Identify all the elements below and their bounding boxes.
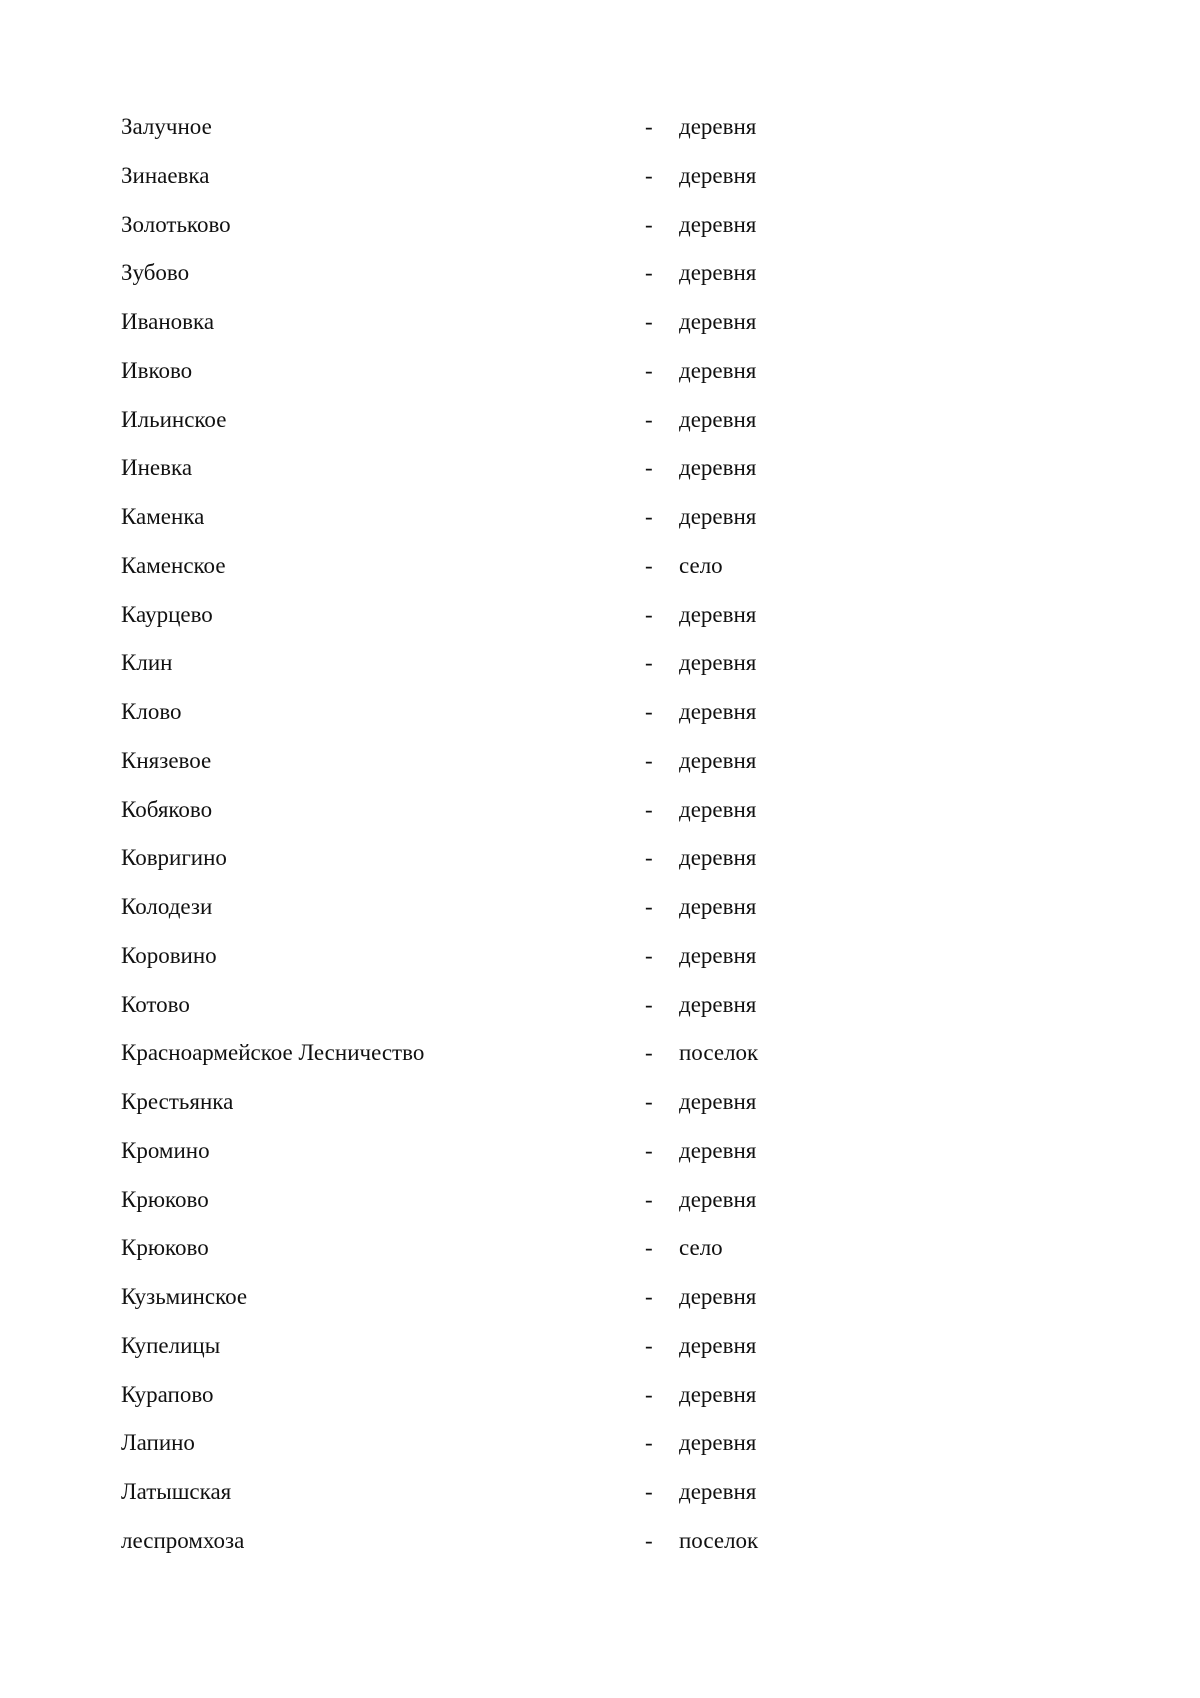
settlement-name: Латышская [121,1479,232,1504]
list-item [121,834,1021,883]
list-item [121,152,1021,201]
list-item [121,298,1021,347]
list-item [121,493,1021,542]
separator-dash: - [645,309,653,334]
separator-dash: - [645,601,653,627]
list-item [121,1322,1021,1371]
separator-dash: - [645,455,653,481]
separator-dash: - [645,357,653,383]
list-item [121,1273,1021,1322]
list-item [121,1468,1021,1517]
list-item [121,786,1021,835]
list-item [121,1224,1021,1273]
settlement-name: Ивановка [121,309,215,334]
settlement-type: деревня [679,1479,757,1504]
list-item [121,883,1021,932]
settlement-type: деревня [679,357,757,383]
separator-dash: - [645,699,653,724]
settlement-name: Ильинское [121,406,227,432]
settlement-name: Крюково [121,1186,209,1212]
settlement-name: Курапово [121,1381,214,1407]
separator-dash: - [645,1284,653,1309]
settlement-type: деревня [679,406,757,432]
separator-dash: - [645,260,653,286]
settlement-type: деревня [679,162,757,188]
settlement-name: Каменка [121,504,205,529]
settlement-type: деревня [679,211,757,237]
separator-dash: - [645,162,653,188]
settlement-type: деревня [679,455,757,481]
separator-dash: - [645,650,653,676]
list-item [121,249,1021,298]
list-item [121,444,1021,493]
list-item [121,347,1021,396]
settlement-type: деревня [679,114,757,139]
settlement-type: поселок [679,1527,759,1553]
settlement-type: деревня [679,942,757,968]
settlement-name: Ивково [121,357,193,383]
list-item [121,688,1021,737]
settlement-name: Крюково [121,1235,209,1261]
settlement-type: село [679,1235,723,1261]
settlement-type: деревня [679,309,757,334]
settlement-name: Золотьково [121,211,231,237]
settlement-name: Коровино [121,942,217,968]
list-item [121,542,1021,591]
list-item [121,396,1021,445]
settlement-name: Красноармейское Лесничество [121,1040,425,1066]
separator-dash: - [645,1186,653,1212]
list-item [121,932,1021,981]
separator-dash: - [645,796,653,822]
settlement-name: Князевое [121,747,212,773]
settlement-type: деревня [679,1284,757,1309]
list-item [121,1371,1021,1420]
settlement-name: Зинаевка [121,162,210,188]
separator-dash: - [645,552,653,578]
settlement-name: Купелицы [121,1332,221,1358]
settlement-type: деревня [679,1381,757,1407]
list-item [121,1078,1021,1127]
settlement-type: деревня [679,504,757,529]
separator-dash: - [645,504,653,529]
separator-dash: - [645,747,653,773]
separator-dash: - [645,1235,653,1261]
list-item [121,201,1021,250]
settlement-type: деревня [679,1089,757,1114]
settlement-type: деревня [679,991,757,1017]
settlement-name: Иневка [121,455,193,481]
separator-dash: - [645,114,653,139]
list-item [121,639,1021,688]
separator-dash: - [645,991,653,1017]
list-item [121,591,1021,640]
list-item [121,981,1021,1030]
settlement-name: Зубово [121,260,190,286]
list-item [121,737,1021,786]
separator-dash: - [645,1137,653,1163]
settlement-name: Ковригино [121,845,227,871]
settlement-name: Кобяково [121,796,213,822]
settlement-type: деревня [679,1137,757,1163]
separator-dash: - [645,942,653,968]
settlement-name: Клово [121,699,182,724]
settlement-name: Клин [121,650,173,676]
list-item [121,1127,1021,1176]
separator-dash: - [645,1089,653,1114]
settlement-name: Крестьянка [121,1089,234,1114]
separator-dash: - [645,1430,653,1456]
separator-dash: - [645,406,653,432]
list-item [121,103,1021,152]
separator-dash: - [645,1040,653,1066]
settlement-type: деревня [679,1332,757,1358]
settlement-list [121,103,1021,1566]
separator-dash: - [645,845,653,871]
settlement-name: Котово [121,991,190,1017]
list-item [121,1176,1021,1225]
settlement-type: деревня [679,650,757,676]
settlement-type: деревня [679,894,757,919]
separator-dash: - [645,1479,653,1504]
list-item [121,1517,1021,1566]
separator-dash: - [645,211,653,237]
settlement-type: деревня [679,699,757,724]
settlement-name: Каменское [121,552,226,578]
settlement-type: деревня [679,601,757,627]
settlement-name: Каурцево [121,601,213,627]
list-item [121,1419,1021,1468]
separator-dash: - [645,1332,653,1358]
settlement-type: деревня [679,845,757,871]
settlement-name: Залучное [121,114,212,139]
separator-dash: - [645,1527,653,1553]
settlement-type: деревня [679,747,757,773]
list-item [121,1029,1021,1078]
settlement-name: Лапино [121,1430,195,1456]
settlement-type: поселок [679,1040,759,1066]
settlement-type: деревня [679,260,757,286]
settlement-type: деревня [679,1186,757,1212]
settlement-name: леспромхоза [121,1527,245,1553]
settlement-name: Колодези [121,894,213,919]
separator-dash: - [645,894,653,919]
settlement-name: Кромино [121,1137,210,1163]
settlement-type: село [679,552,723,578]
separator-dash: - [645,1381,653,1407]
settlement-type: деревня [679,1430,757,1456]
settlement-type: деревня [679,796,757,822]
settlement-name: Кузьминское [121,1284,248,1309]
